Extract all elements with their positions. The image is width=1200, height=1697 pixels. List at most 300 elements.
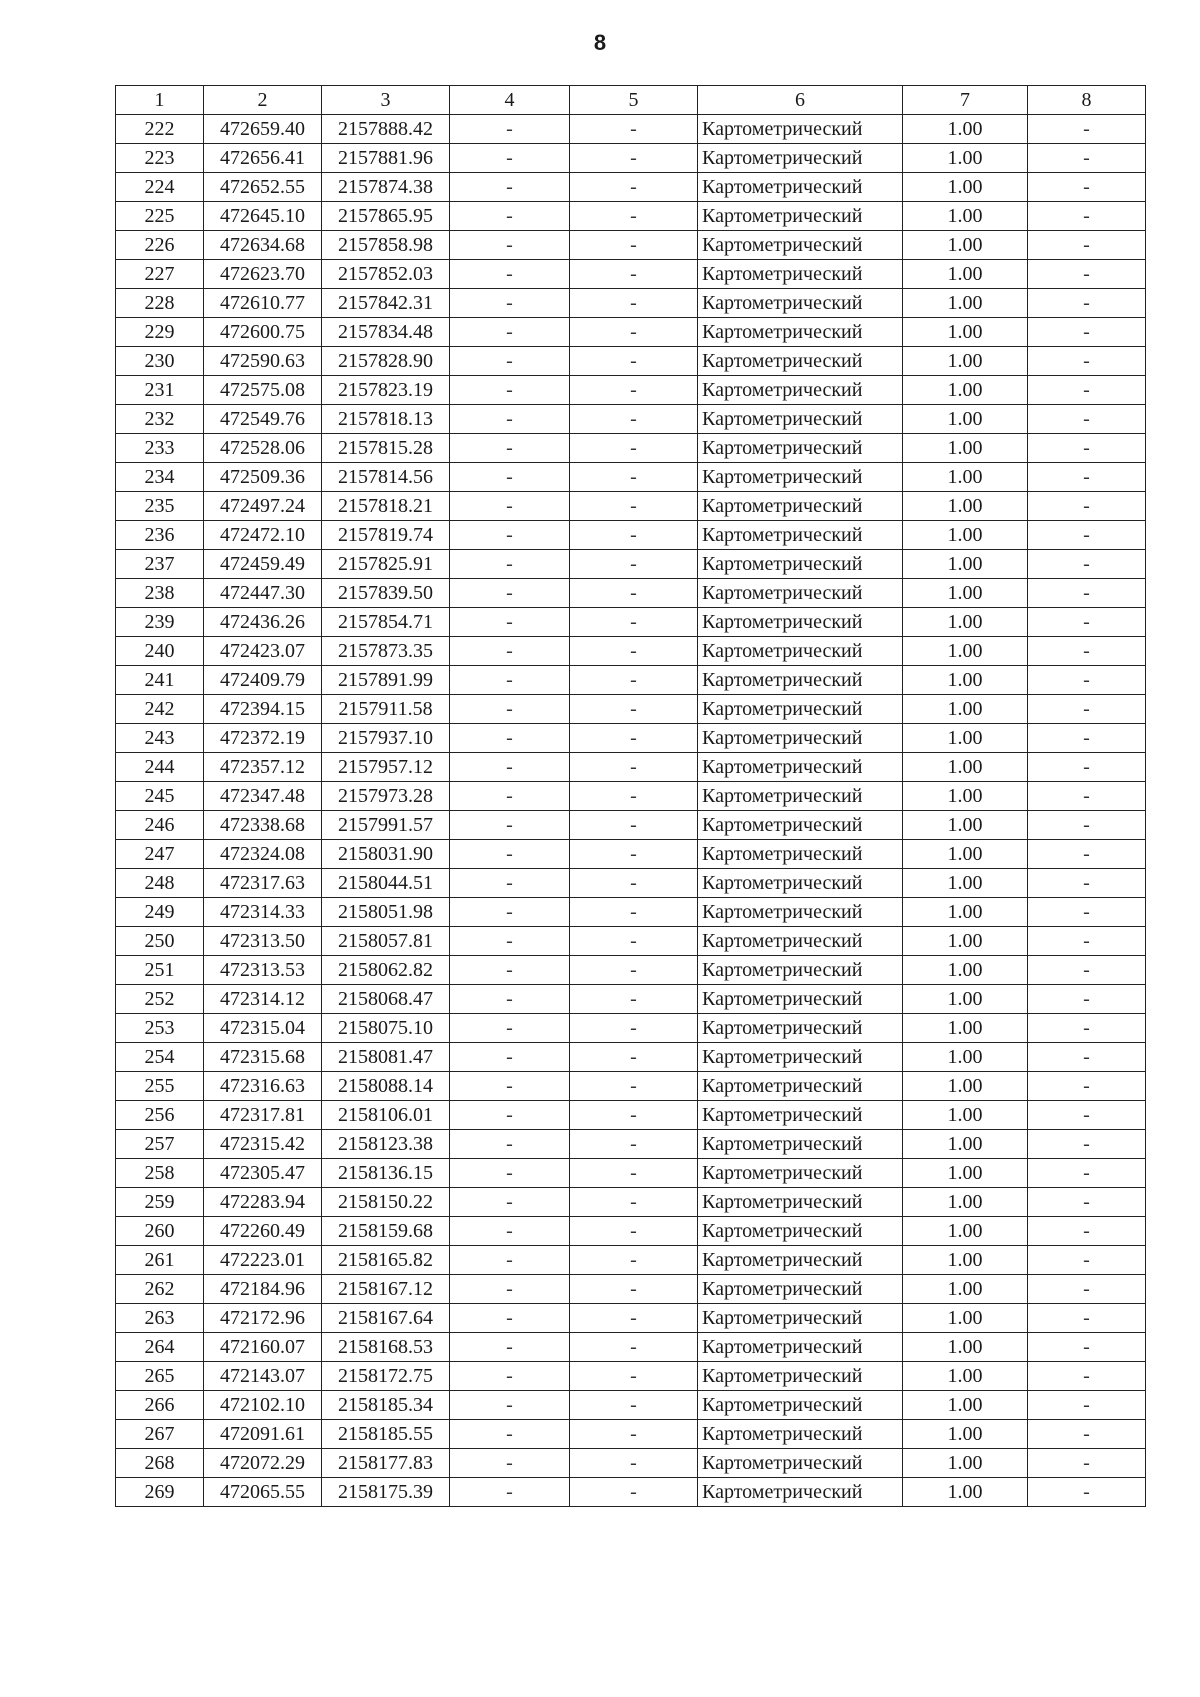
accuracy-cell: 1.00 [903, 1478, 1028, 1507]
table-row [116, 1420, 1146, 1449]
column-8-cell: - [1028, 1246, 1146, 1275]
column-4-cell: - [450, 811, 570, 840]
point-number-cell: 225 [116, 202, 204, 231]
y-coordinate-cell: 2158044.51 [322, 869, 450, 898]
method-cell: Картометрический [698, 1072, 903, 1101]
x-coordinate-cell: 472590.63 [204, 347, 322, 376]
method-cell: Картометрический [698, 144, 903, 173]
column-4-cell: - [450, 869, 570, 898]
accuracy-cell: 1.00 [903, 637, 1028, 666]
column-8-cell: - [1028, 1449, 1146, 1478]
accuracy-cell: 1.00 [903, 956, 1028, 985]
x-coordinate-cell: 472314.33 [204, 898, 322, 927]
point-number-cell: 238 [116, 579, 204, 608]
column-5-cell: - [570, 782, 698, 811]
accuracy-cell: 1.00 [903, 492, 1028, 521]
method-cell: Картометрический [698, 956, 903, 985]
column-header: 6 [698, 86, 903, 115]
y-coordinate-cell: 2158167.12 [322, 1275, 450, 1304]
table-row [116, 1188, 1146, 1217]
table-row [116, 1304, 1146, 1333]
x-coordinate-cell: 472549.76 [204, 405, 322, 434]
y-coordinate-cell: 2158075.10 [322, 1014, 450, 1043]
y-coordinate-cell: 2158081.47 [322, 1043, 450, 1072]
method-cell: Картометрический [698, 608, 903, 637]
column-5-cell: - [570, 724, 698, 753]
accuracy-cell: 1.00 [903, 1014, 1028, 1043]
point-number-cell: 268 [116, 1449, 204, 1478]
column-4-cell: - [450, 347, 570, 376]
table-row [116, 231, 1146, 260]
table-row [116, 1391, 1146, 1420]
x-coordinate-cell: 472575.08 [204, 376, 322, 405]
y-coordinate-cell: 2157839.50 [322, 579, 450, 608]
column-4-cell: - [450, 637, 570, 666]
column-5-cell: - [570, 1391, 698, 1420]
x-coordinate-cell: 472314.12 [204, 985, 322, 1014]
accuracy-cell: 1.00 [903, 434, 1028, 463]
column-5-cell: - [570, 202, 698, 231]
table-row [116, 724, 1146, 753]
y-coordinate-cell: 2158062.82 [322, 956, 450, 985]
method-cell: Картометрический [698, 1188, 903, 1217]
column-4-cell: - [450, 608, 570, 637]
x-coordinate-cell: 472357.12 [204, 753, 322, 782]
column-8-cell: - [1028, 1478, 1146, 1507]
y-coordinate-cell: 2157815.28 [322, 434, 450, 463]
column-5-cell: - [570, 753, 698, 782]
column-4-cell: - [450, 1246, 570, 1275]
method-cell: Картометрический [698, 753, 903, 782]
y-coordinate-cell: 2158167.64 [322, 1304, 450, 1333]
method-cell: Картометрический [698, 550, 903, 579]
x-coordinate-cell: 472315.04 [204, 1014, 322, 1043]
table-row [116, 927, 1146, 956]
y-coordinate-cell: 2157818.21 [322, 492, 450, 521]
column-5-cell: - [570, 434, 698, 463]
table-row [116, 1449, 1146, 1478]
accuracy-cell: 1.00 [903, 144, 1028, 173]
y-coordinate-cell: 2157825.91 [322, 550, 450, 579]
method-cell: Картометрический [698, 782, 903, 811]
x-coordinate-cell: 472652.55 [204, 173, 322, 202]
column-8-cell: - [1028, 434, 1146, 463]
y-coordinate-cell: 2157973.28 [322, 782, 450, 811]
accuracy-cell: 1.00 [903, 1101, 1028, 1130]
column-5-cell: - [570, 840, 698, 869]
column-4-cell: - [450, 579, 570, 608]
table-row [116, 869, 1146, 898]
point-number-cell: 255 [116, 1072, 204, 1101]
table-row [116, 347, 1146, 376]
table-row [116, 1043, 1146, 1072]
column-8-cell: - [1028, 666, 1146, 695]
method-cell: Картометрический [698, 115, 903, 144]
point-number-cell: 227 [116, 260, 204, 289]
y-coordinate-cell: 2157881.96 [322, 144, 450, 173]
table-row [116, 637, 1146, 666]
column-4-cell: - [450, 115, 570, 144]
table-row [116, 1072, 1146, 1101]
point-number-cell: 257 [116, 1130, 204, 1159]
x-coordinate-cell: 472317.63 [204, 869, 322, 898]
y-coordinate-cell: 2157852.03 [322, 260, 450, 289]
x-coordinate-cell: 472065.55 [204, 1478, 322, 1507]
table-row [116, 608, 1146, 637]
point-number-cell: 228 [116, 289, 204, 318]
point-number-cell: 233 [116, 434, 204, 463]
method-cell: Картометрический [698, 1159, 903, 1188]
table-row [116, 579, 1146, 608]
accuracy-cell: 1.00 [903, 927, 1028, 956]
column-5-cell: - [570, 1246, 698, 1275]
column-8-cell: - [1028, 318, 1146, 347]
point-number-cell: 253 [116, 1014, 204, 1043]
column-8-cell: - [1028, 405, 1146, 434]
accuracy-cell: 1.00 [903, 1159, 1028, 1188]
column-8-cell: - [1028, 144, 1146, 173]
column-4-cell: - [450, 985, 570, 1014]
y-coordinate-cell: 2158051.98 [322, 898, 450, 927]
method-cell: Картометрический [698, 202, 903, 231]
column-4-cell: - [450, 1420, 570, 1449]
y-coordinate-cell: 2158177.83 [322, 1449, 450, 1478]
accuracy-cell: 1.00 [903, 463, 1028, 492]
accuracy-cell: 1.00 [903, 579, 1028, 608]
point-number-cell: 260 [116, 1217, 204, 1246]
point-number-cell: 237 [116, 550, 204, 579]
point-number-cell: 224 [116, 173, 204, 202]
column-8-cell: - [1028, 260, 1146, 289]
column-4-cell: - [450, 1391, 570, 1420]
accuracy-cell: 1.00 [903, 840, 1028, 869]
accuracy-cell: 1.00 [903, 869, 1028, 898]
x-coordinate-cell: 472315.42 [204, 1130, 322, 1159]
column-8-cell: - [1028, 811, 1146, 840]
column-8-cell: - [1028, 1014, 1146, 1043]
x-coordinate-cell: 472172.96 [204, 1304, 322, 1333]
x-coordinate-cell: 472459.49 [204, 550, 322, 579]
accuracy-cell: 1.00 [903, 1420, 1028, 1449]
method-cell: Картометрический [698, 811, 903, 840]
y-coordinate-cell: 2158172.75 [322, 1362, 450, 1391]
column-4-cell: - [450, 840, 570, 869]
y-coordinate-cell: 2158159.68 [322, 1217, 450, 1246]
y-coordinate-cell: 2157865.95 [322, 202, 450, 231]
column-5-cell: - [570, 1072, 698, 1101]
x-coordinate-cell: 472313.50 [204, 927, 322, 956]
point-number-cell: 231 [116, 376, 204, 405]
point-number-cell: 262 [116, 1275, 204, 1304]
table-row [116, 376, 1146, 405]
table-row [116, 173, 1146, 202]
x-coordinate-cell: 472423.07 [204, 637, 322, 666]
x-coordinate-cell: 472260.49 [204, 1217, 322, 1246]
x-coordinate-cell: 472338.68 [204, 811, 322, 840]
column-8-cell: - [1028, 956, 1146, 985]
accuracy-cell: 1.00 [903, 115, 1028, 144]
x-coordinate-cell: 472600.75 [204, 318, 322, 347]
column-8-cell: - [1028, 376, 1146, 405]
y-coordinate-cell: 2157891.99 [322, 666, 450, 695]
accuracy-cell: 1.00 [903, 173, 1028, 202]
point-number-cell: 246 [116, 811, 204, 840]
column-4-cell: - [450, 1478, 570, 1507]
y-coordinate-cell: 2158068.47 [322, 985, 450, 1014]
x-coordinate-cell: 472316.63 [204, 1072, 322, 1101]
column-8-cell: - [1028, 1217, 1146, 1246]
accuracy-cell: 1.00 [903, 260, 1028, 289]
y-coordinate-cell: 2157888.42 [322, 115, 450, 144]
column-header: 7 [903, 86, 1028, 115]
table-header-row [116, 86, 1146, 115]
y-coordinate-cell: 2157834.48 [322, 318, 450, 347]
x-coordinate-cell: 472447.30 [204, 579, 322, 608]
column-5-cell: - [570, 376, 698, 405]
column-8-cell: - [1028, 724, 1146, 753]
x-coordinate-cell: 472472.10 [204, 521, 322, 550]
method-cell: Картометрический [698, 405, 903, 434]
y-coordinate-cell: 2158088.14 [322, 1072, 450, 1101]
accuracy-cell: 1.00 [903, 782, 1028, 811]
column-8-cell: - [1028, 463, 1146, 492]
method-cell: Картометрический [698, 898, 903, 927]
point-number-cell: 226 [116, 231, 204, 260]
column-5-cell: - [570, 695, 698, 724]
column-8-cell: - [1028, 289, 1146, 318]
table-row [116, 1101, 1146, 1130]
column-4-cell: - [450, 1014, 570, 1043]
column-4-cell: - [450, 144, 570, 173]
point-number-cell: 269 [116, 1478, 204, 1507]
x-coordinate-cell: 472315.68 [204, 1043, 322, 1072]
table-row [116, 695, 1146, 724]
accuracy-cell: 1.00 [903, 1072, 1028, 1101]
column-header: 4 [450, 86, 570, 115]
column-5-cell: - [570, 1275, 698, 1304]
table-row [116, 956, 1146, 985]
column-5-cell: - [570, 492, 698, 521]
point-number-cell: 261 [116, 1246, 204, 1275]
column-4-cell: - [450, 231, 570, 260]
column-8-cell: - [1028, 753, 1146, 782]
column-4-cell: - [450, 753, 570, 782]
point-number-cell: 252 [116, 985, 204, 1014]
accuracy-cell: 1.00 [903, 1449, 1028, 1478]
column-4-cell: - [450, 1101, 570, 1130]
point-number-cell: 243 [116, 724, 204, 753]
point-number-cell: 241 [116, 666, 204, 695]
column-4-cell: - [450, 1449, 570, 1478]
x-coordinate-cell: 472656.41 [204, 144, 322, 173]
x-coordinate-cell: 472223.01 [204, 1246, 322, 1275]
column-5-cell: - [570, 521, 698, 550]
accuracy-cell: 1.00 [903, 1333, 1028, 1362]
column-5-cell: - [570, 1130, 698, 1159]
column-8-cell: - [1028, 695, 1146, 724]
table-row [116, 840, 1146, 869]
column-4-cell: - [450, 782, 570, 811]
x-coordinate-cell: 472143.07 [204, 1362, 322, 1391]
column-5-cell: - [570, 550, 698, 579]
column-4-cell: - [450, 318, 570, 347]
point-number-cell: 263 [116, 1304, 204, 1333]
y-coordinate-cell: 2157858.98 [322, 231, 450, 260]
y-coordinate-cell: 2158165.82 [322, 1246, 450, 1275]
y-coordinate-cell: 2158106.01 [322, 1101, 450, 1130]
column-4-cell: - [450, 1130, 570, 1159]
column-5-cell: - [570, 898, 698, 927]
accuracy-cell: 1.00 [903, 231, 1028, 260]
y-coordinate-cell: 2157823.19 [322, 376, 450, 405]
y-coordinate-cell: 2157854.71 [322, 608, 450, 637]
method-cell: Картометрический [698, 347, 903, 376]
column-5-cell: - [570, 289, 698, 318]
y-coordinate-cell: 2158150.22 [322, 1188, 450, 1217]
table-row [116, 1333, 1146, 1362]
accuracy-cell: 1.00 [903, 985, 1028, 1014]
column-header: 2 [204, 86, 322, 115]
method-cell: Картометрический [698, 985, 903, 1014]
column-5-cell: - [570, 347, 698, 376]
table-row [116, 1362, 1146, 1391]
column-5-cell: - [570, 463, 698, 492]
point-number-cell: 250 [116, 927, 204, 956]
y-coordinate-cell: 2158168.53 [322, 1333, 450, 1362]
column-8-cell: - [1028, 1391, 1146, 1420]
point-number-cell: 256 [116, 1101, 204, 1130]
accuracy-cell: 1.00 [903, 1130, 1028, 1159]
column-8-cell: - [1028, 869, 1146, 898]
column-header: 1 [116, 86, 204, 115]
x-coordinate-cell: 472659.40 [204, 115, 322, 144]
column-8-cell: - [1028, 1130, 1146, 1159]
accuracy-cell: 1.00 [903, 608, 1028, 637]
method-cell: Картометрический [698, 1217, 903, 1246]
column-8-cell: - [1028, 173, 1146, 202]
point-number-cell: 264 [116, 1333, 204, 1362]
y-coordinate-cell: 2157911.58 [322, 695, 450, 724]
column-8-cell: - [1028, 1275, 1146, 1304]
method-cell: Картометрический [698, 695, 903, 724]
accuracy-cell: 1.00 [903, 695, 1028, 724]
table-row [116, 811, 1146, 840]
point-number-cell: 232 [116, 405, 204, 434]
column-4-cell: - [450, 898, 570, 927]
column-5-cell: - [570, 1217, 698, 1246]
column-5-cell: - [570, 1333, 698, 1362]
column-5-cell: - [570, 579, 698, 608]
method-cell: Картометрический [698, 173, 903, 202]
method-cell: Картометрический [698, 637, 903, 666]
table-row [116, 1275, 1146, 1304]
x-coordinate-cell: 472091.61 [204, 1420, 322, 1449]
column-8-cell: - [1028, 347, 1146, 376]
column-5-cell: - [570, 1449, 698, 1478]
accuracy-cell: 1.00 [903, 202, 1028, 231]
column-4-cell: - [450, 1159, 570, 1188]
accuracy-cell: 1.00 [903, 405, 1028, 434]
accuracy-cell: 1.00 [903, 347, 1028, 376]
table-body [116, 115, 1146, 1507]
x-coordinate-cell: 472610.77 [204, 289, 322, 318]
column-4-cell: - [450, 1333, 570, 1362]
x-coordinate-cell: 472347.48 [204, 782, 322, 811]
column-4-cell: - [450, 289, 570, 318]
table-row [116, 782, 1146, 811]
method-cell: Картометрический [698, 840, 903, 869]
accuracy-cell: 1.00 [903, 1391, 1028, 1420]
table-row [116, 898, 1146, 927]
column-5-cell: - [570, 318, 698, 347]
method-cell: Картометрический [698, 666, 903, 695]
column-8-cell: - [1028, 1333, 1146, 1362]
accuracy-cell: 1.00 [903, 1304, 1028, 1333]
y-coordinate-cell: 2158123.38 [322, 1130, 450, 1159]
column-4-cell: - [450, 666, 570, 695]
accuracy-cell: 1.00 [903, 376, 1028, 405]
y-coordinate-cell: 2157819.74 [322, 521, 450, 550]
method-cell: Картометрический [698, 579, 903, 608]
y-coordinate-cell: 2157828.90 [322, 347, 450, 376]
table-row [116, 202, 1146, 231]
accuracy-cell: 1.00 [903, 1362, 1028, 1391]
y-coordinate-cell: 2157842.31 [322, 289, 450, 318]
column-5-cell: - [570, 666, 698, 695]
accuracy-cell: 1.00 [903, 753, 1028, 782]
point-number-cell: 244 [116, 753, 204, 782]
table-row [116, 1159, 1146, 1188]
column-4-cell: - [450, 1188, 570, 1217]
point-number-cell: 235 [116, 492, 204, 521]
method-cell: Картометрический [698, 1130, 903, 1159]
column-4-cell: - [450, 927, 570, 956]
column-8-cell: - [1028, 927, 1146, 956]
y-coordinate-cell: 2158031.90 [322, 840, 450, 869]
method-cell: Картометрический [698, 724, 903, 753]
column-4-cell: - [450, 956, 570, 985]
point-number-cell: 267 [116, 1420, 204, 1449]
column-8-cell: - [1028, 840, 1146, 869]
column-5-cell: - [570, 1043, 698, 1072]
column-5-cell: - [570, 1362, 698, 1391]
point-number-cell: 229 [116, 318, 204, 347]
point-number-cell: 247 [116, 840, 204, 869]
accuracy-cell: 1.00 [903, 289, 1028, 318]
column-8-cell: - [1028, 579, 1146, 608]
column-5-cell: - [570, 608, 698, 637]
column-8-cell: - [1028, 1362, 1146, 1391]
column-5-cell: - [570, 637, 698, 666]
point-number-cell: 251 [116, 956, 204, 985]
table-row [116, 521, 1146, 550]
column-4-cell: - [450, 1217, 570, 1246]
method-cell: Картометрический [698, 1043, 903, 1072]
point-number-cell: 249 [116, 898, 204, 927]
column-5-cell: - [570, 1420, 698, 1449]
accuracy-cell: 1.00 [903, 550, 1028, 579]
method-cell: Картометрический [698, 1304, 903, 1333]
table-row [116, 318, 1146, 347]
x-coordinate-cell: 472102.10 [204, 1391, 322, 1420]
accuracy-cell: 1.00 [903, 1217, 1028, 1246]
point-number-cell: 239 [116, 608, 204, 637]
column-4-cell: - [450, 550, 570, 579]
column-8-cell: - [1028, 550, 1146, 579]
column-4-cell: - [450, 434, 570, 463]
table-row [116, 985, 1146, 1014]
coordinates-table [115, 85, 1146, 1507]
